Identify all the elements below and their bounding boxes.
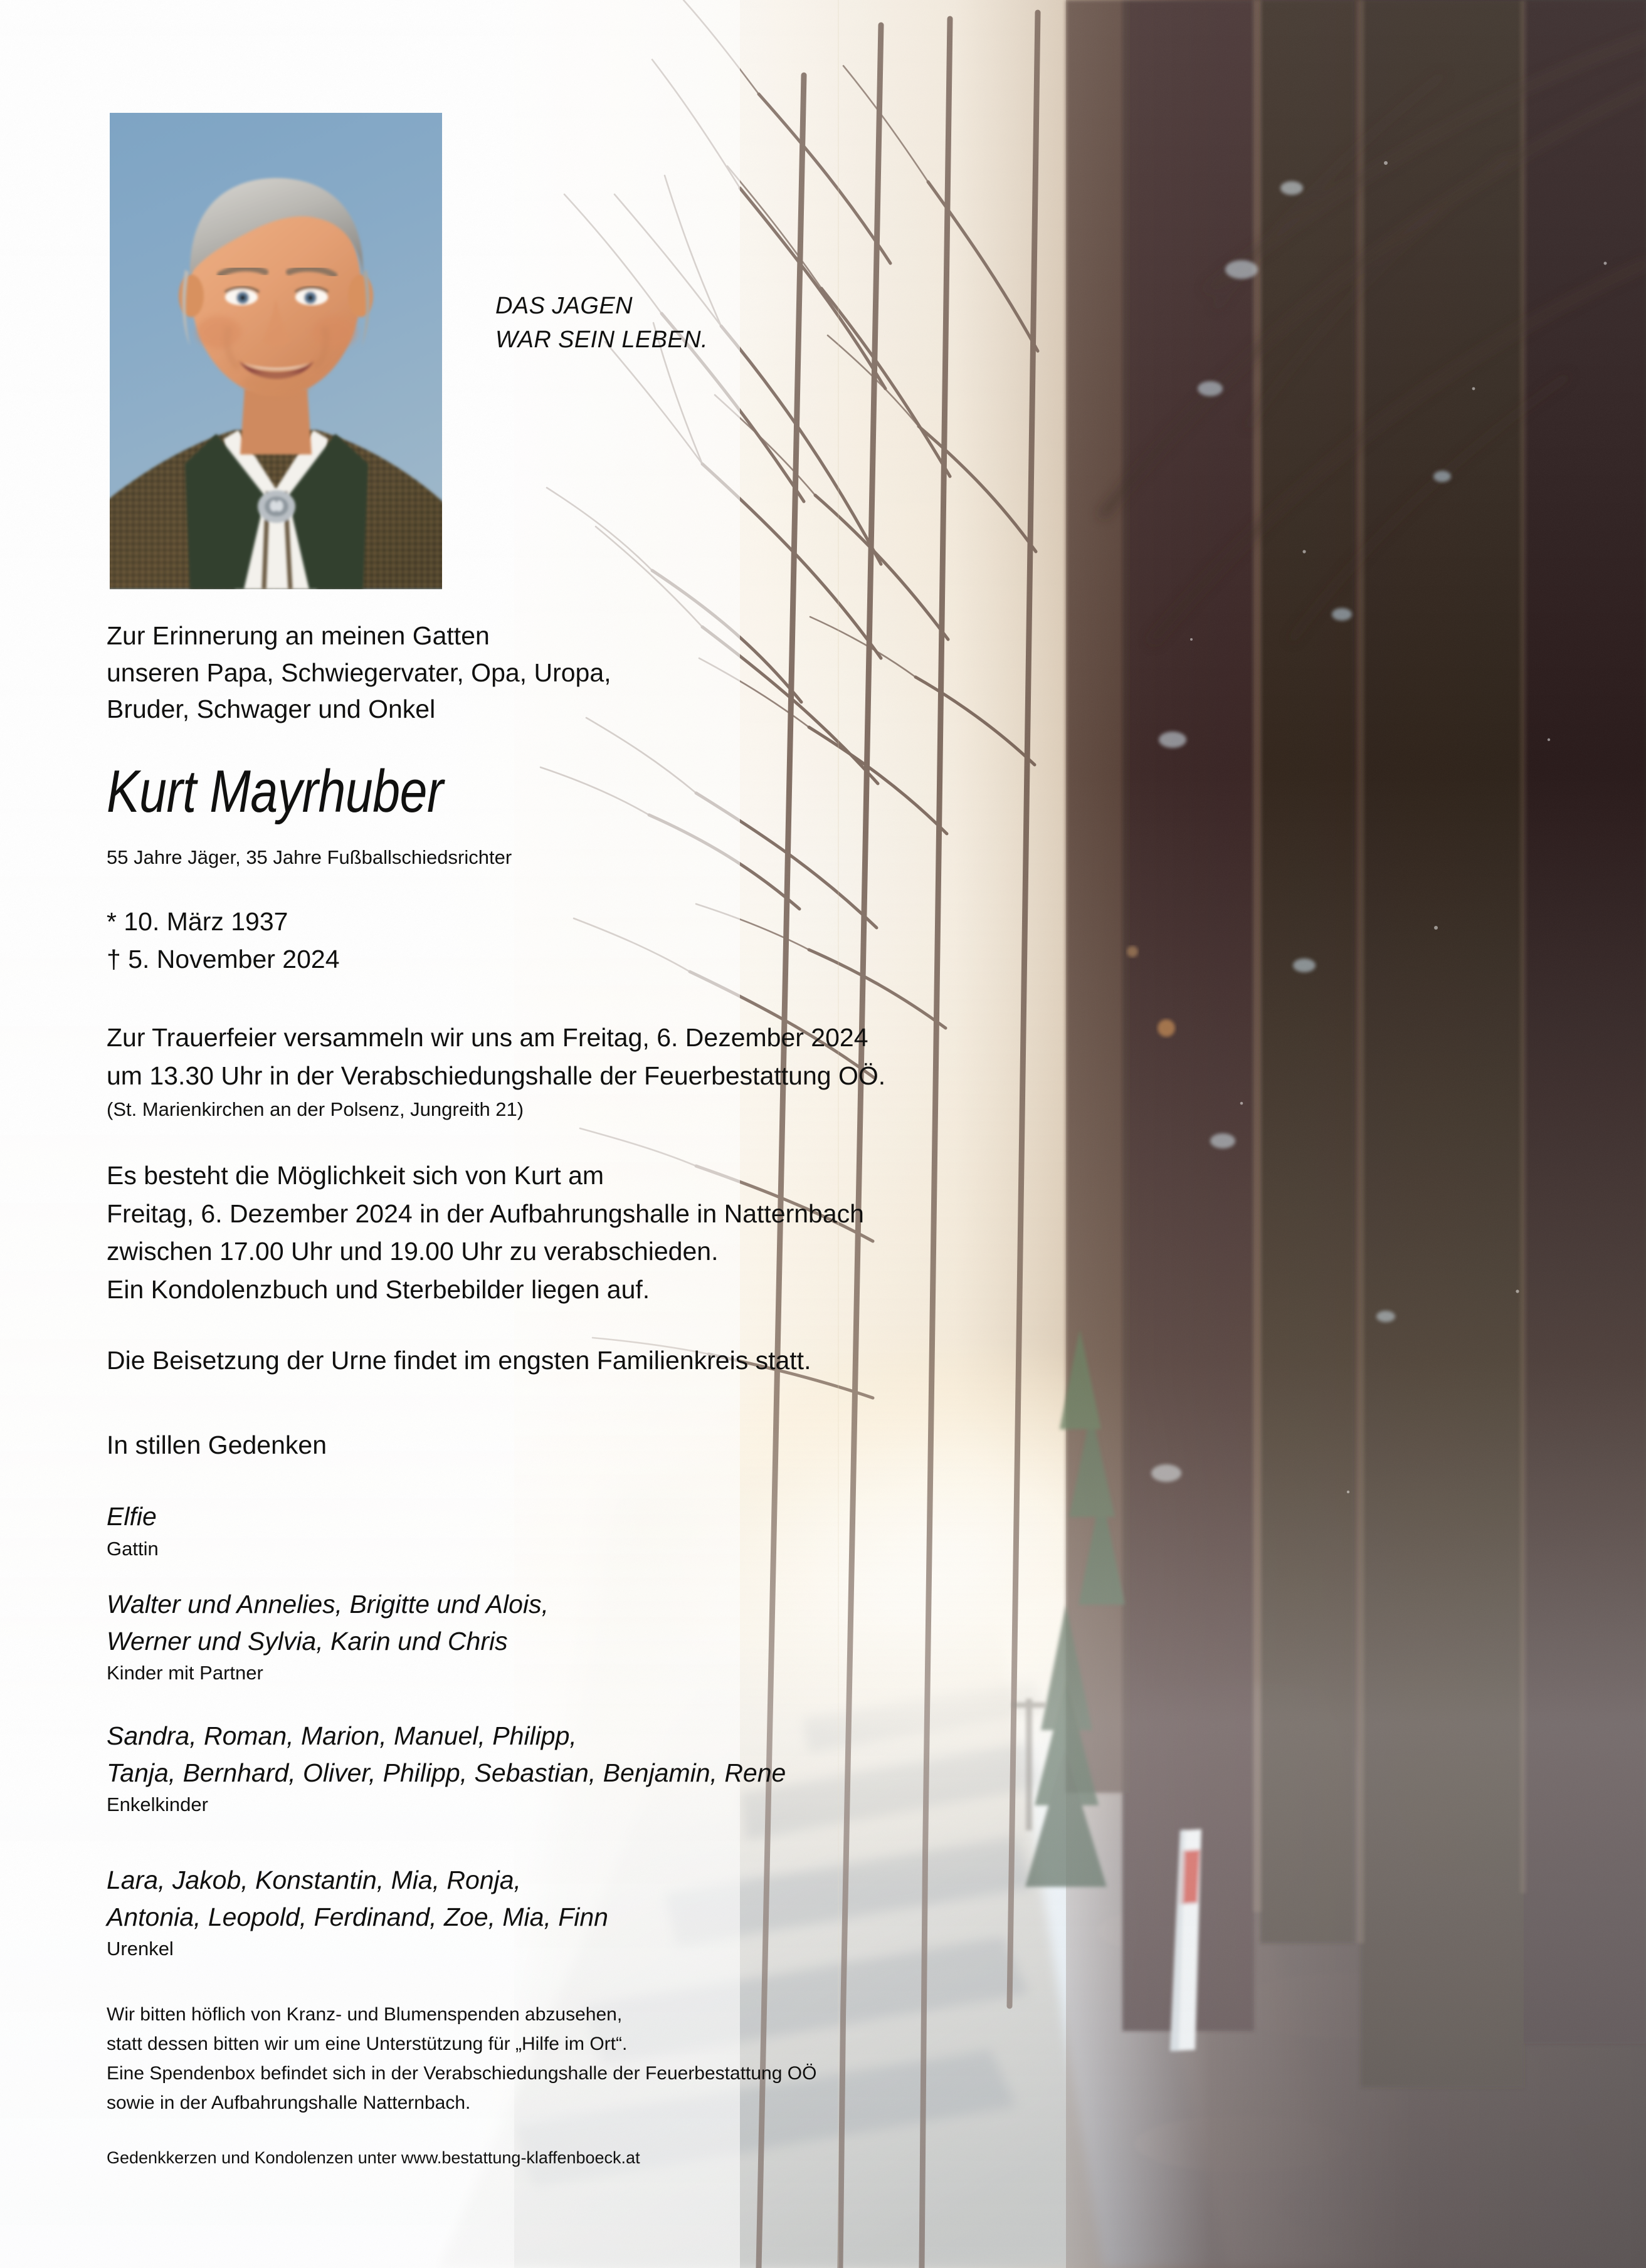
deceased-subtitle: 55 Jahre Jäger, 35 Jahre Fußballschiedsrichter [107, 846, 512, 868]
motto [495, 290, 1060, 357]
motto-line-1: DAS JAGEN [495, 293, 633, 319]
mourner-group-children [107, 1586, 549, 1686]
donation-request [107, 2000, 953, 2118]
life-dates [107, 903, 340, 979]
mourner-group-spouse [107, 1498, 159, 1562]
service-line-1: Zur Trauerfeier versammeln wir uns am Freitag, 6. Dezember 2024 [107, 1023, 868, 1052]
mourner-names: Elfie [107, 1502, 157, 1531]
viewing-info [107, 1157, 1141, 1309]
memorial-website-note: Gedenkkerzen und Kondolenzen unter www.bestattung-klaffenboeck.at [107, 2148, 640, 2167]
donation-line-3: Eine Spendenbox befindet sich in der Verabschiedungshalle der Feuerbestattung OÖ [107, 2063, 817, 2084]
mourner-names-line-2: Tanja, Bernhard, Oliver, Philipp, Sebastian, Benjamin, Rene [107, 1758, 786, 1787]
mourner-names-line-1: Walter und Annelies, Brigitte und Alois, [107, 1590, 549, 1619]
mourner-names-line-2: Antonia, Leopold, Ferdinand, Zoe, Mia, Finn [107, 1902, 608, 1931]
mourner-role: Kinder mit Partner [107, 1662, 263, 1684]
birth-date: * 10. März 1937 [107, 907, 288, 936]
intro-line-1: Zur Erinnerung an meinen Gatten [107, 621, 490, 650]
service-address: (St. Marienkirchen an der Polsenz, Jungreith 21) [107, 1098, 524, 1120]
viewing-line-4: Ein Kondolenzbuch und Sterbebilder liegen auf. [107, 1275, 650, 1305]
intro-line-2: unseren Papa, Schwiegervater, Opa, Uropa, [107, 658, 611, 687]
death-date: † 5. November 2024 [107, 945, 340, 974]
motto-line-2: WAR SEIN LEBEN. [495, 326, 708, 353]
mourner-group-grandchildren [107, 1718, 786, 1818]
portrait-photo-deceased [110, 113, 442, 589]
mourner-role: Enkelkinder [107, 1793, 208, 1816]
mourner-names-line-1: Lara, Jakob, Konstantin, Mia, Ronja, [107, 1866, 521, 1894]
viewing-line-2: Freitag, 6. Dezember 2024 in der Aufbahrungshalle in Natternbach [107, 1199, 864, 1228]
mourner-names-line-1: Sandra, Roman, Marion, Manuel, Philipp, [107, 1721, 577, 1750]
urn-burial-note: Die Beisetzung der Urne findet im engsten Familienkreis statt. [107, 1346, 811, 1375]
viewing-line-1: Es besteht die Möglichkeit sich von Kurt am [107, 1161, 604, 1190]
mourner-group-great-grandchildren [107, 1862, 608, 1962]
donation-line-4: sowie in der Aufbahrungshalle Natternbach. [107, 2092, 471, 2114]
deceased-name: Kurt Mayrhuber [107, 758, 443, 825]
funeral-service-info [107, 1019, 1110, 1095]
mourner-names-line-2: Werner und Sylvia, Karin und Chris [107, 1626, 508, 1656]
donation-line-2: statt dessen bitten wir um eine Unterstützung für „Hilfe im Ort“. [107, 2034, 628, 2055]
mourner-role: Urenkel [107, 1938, 174, 1960]
intro-line-3: Bruder, Schwager und Onkel [107, 695, 436, 724]
donation-line-1: Wir bitten höflich von Kranz- und Blumenspenden abzusehen, [107, 2004, 623, 2025]
closing-phrase: In stillen Gedenken [107, 1431, 327, 1459]
service-line-2: um 13.30 Uhr in der Verabschiedungshalle der Feuerbestattung OÖ. [107, 1061, 886, 1090]
mourner-role: Gattin [107, 1537, 159, 1560]
viewing-line-3: zwischen 17.00 Uhr und 19.00 Uhr zu verabschieden. [107, 1237, 719, 1266]
intro-text [107, 617, 922, 728]
